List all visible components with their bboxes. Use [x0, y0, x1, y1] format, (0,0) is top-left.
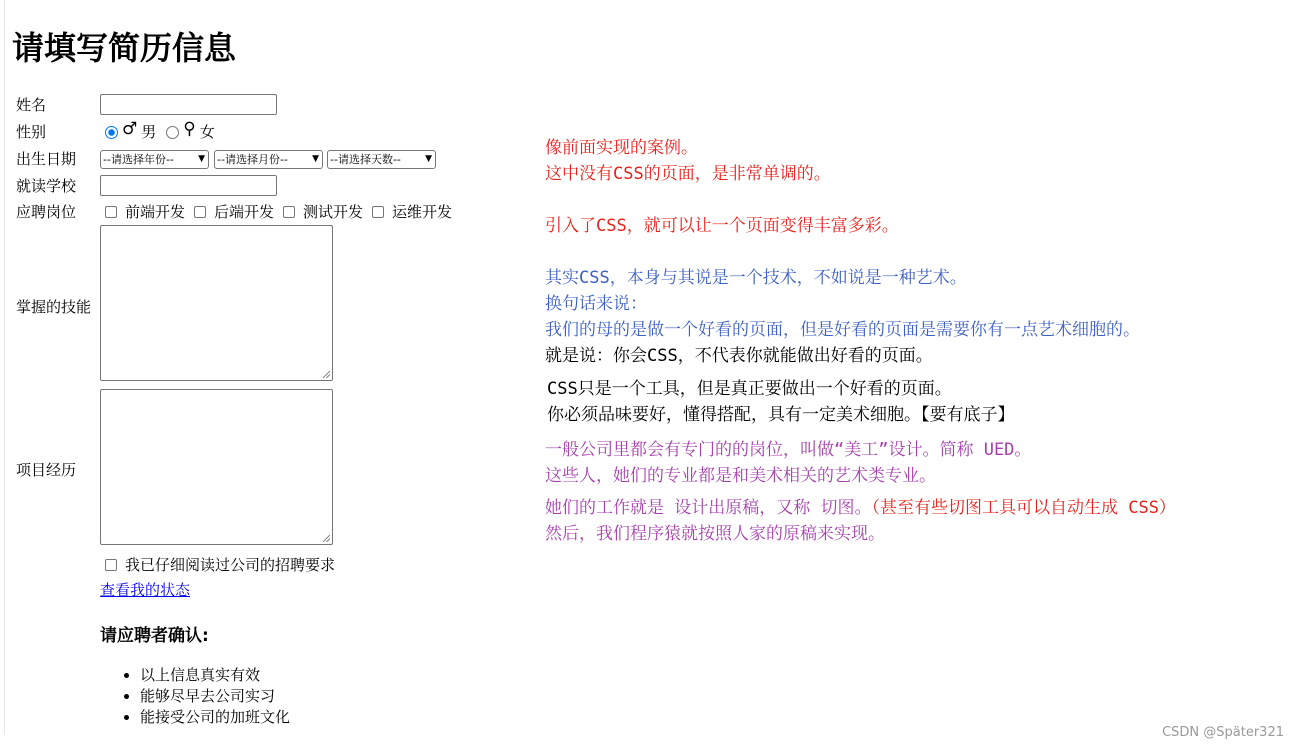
agree-checkbox[interactable]	[105, 559, 117, 571]
birth-label: 出生日期	[16, 150, 77, 168]
school-label: 就读学校	[16, 177, 77, 195]
divider	[4, 0, 5, 735]
gender-female-label[interactable]: 女	[199, 123, 215, 141]
projects-textarea[interactable]	[100, 389, 333, 545]
note-line: 我们的母的是做一个好看的页面，但是好看的页面是需要你有一点艺术细胞的。	[545, 320, 1140, 340]
confirm-title: 请应聘者确认:	[100, 626, 209, 646]
position-label: 应聘岗位	[16, 203, 77, 221]
agree-row	[100, 555, 335, 575]
note-line: 这中没有CSS的页面，是非常单调的。	[545, 164, 831, 184]
gender-label: 性别	[16, 123, 47, 141]
chevron-down-icon: ▼	[425, 154, 432, 164]
birth-year-select[interactable]	[100, 150, 209, 169]
position-label-ops[interactable]: 运维开发	[392, 203, 453, 221]
list-item: • 能接受公司的加班文化	[140, 707, 290, 728]
note-segment: （甚至有些切图工具可以自动生成 CSS）	[871, 498, 1176, 518]
note-line: 一般公司里都会有专门的的岗位，叫做“美工”设计。简称 UED。	[545, 440, 1032, 460]
position-checkbox-backend[interactable]	[194, 206, 206, 218]
note-line: 像前面实现的案例。	[545, 138, 698, 158]
position-checkbox-ops[interactable]	[372, 206, 384, 218]
birth-year-selected: --请选择年份--	[103, 153, 174, 166]
skills-textarea[interactable]	[100, 225, 333, 381]
list-item: • 能够尽早去公司实习	[140, 686, 290, 707]
skills-label: 掌握的技能	[16, 298, 92, 316]
name-label: 姓名	[16, 96, 47, 114]
gender-female-radio[interactable]	[166, 126, 179, 139]
birth-day-selected: --请选择天数--	[330, 153, 401, 166]
agree-label[interactable]: 我已仔细阅读过公司的招聘要求	[125, 556, 336, 574]
confirm-list	[100, 665, 290, 728]
position-checkbox-frontend[interactable]	[105, 206, 117, 218]
gender-male-radio[interactable]	[105, 126, 118, 139]
female-symbol-icon: ⚲	[183, 119, 196, 139]
note-line: 其实CSS，本身与其说是一个技术，不如说是一种艺术。	[545, 268, 967, 288]
note-segment: 她们的工作就是 设计出原稿，又称 切图。	[545, 498, 872, 518]
male-symbol-icon: ♂	[122, 119, 138, 139]
page-title: 请填写简历信息	[12, 29, 237, 67]
position-label-backend[interactable]: 后端开发	[214, 203, 275, 221]
position-options	[100, 202, 452, 222]
gender-male-label[interactable]: 男	[141, 123, 157, 141]
note-line: 然后，我们程序猿就按照人家的原稿来实现。	[545, 524, 885, 544]
note-line: 就是说：你会CSS，不代表你就能做出好看的页面。	[545, 346, 933, 366]
note-line	[545, 495, 1176, 521]
watermark: CSDN @Später321	[1162, 725, 1284, 740]
birth-month-selected: --请选择月份--	[217, 153, 288, 166]
birth-day-select[interactable]	[327, 150, 436, 169]
birth-month-select[interactable]	[214, 150, 323, 169]
chevron-down-icon: ▼	[198, 154, 205, 164]
status-link[interactable]: 查看我的状态	[100, 581, 191, 599]
position-label-frontend[interactable]: 前端开发	[125, 203, 186, 221]
position-label-testing[interactable]: 测试开发	[303, 203, 364, 221]
note-line: 引入了CSS，就可以让一个页面变得丰富多彩。	[545, 216, 899, 236]
note-line: 换句话来说：	[545, 294, 647, 314]
gender-options	[100, 119, 215, 142]
list-item: • 以上信息真实有效	[140, 665, 290, 686]
name-input[interactable]	[100, 94, 277, 115]
chevron-down-icon: ▼	[312, 154, 319, 164]
note-line: 你必须品味要好，懂得搭配，具有一定美术细胞。【要有底子】	[547, 405, 1015, 425]
projects-label: 项目经历	[16, 461, 77, 479]
note-line: 这些人，她们的专业都是和美术相关的艺术类专业。	[545, 466, 936, 486]
school-input[interactable]	[100, 175, 277, 196]
note-line: CSS只是一个工具，但是真正要做出一个好看的页面。	[547, 379, 952, 399]
position-checkbox-testing[interactable]	[283, 206, 295, 218]
